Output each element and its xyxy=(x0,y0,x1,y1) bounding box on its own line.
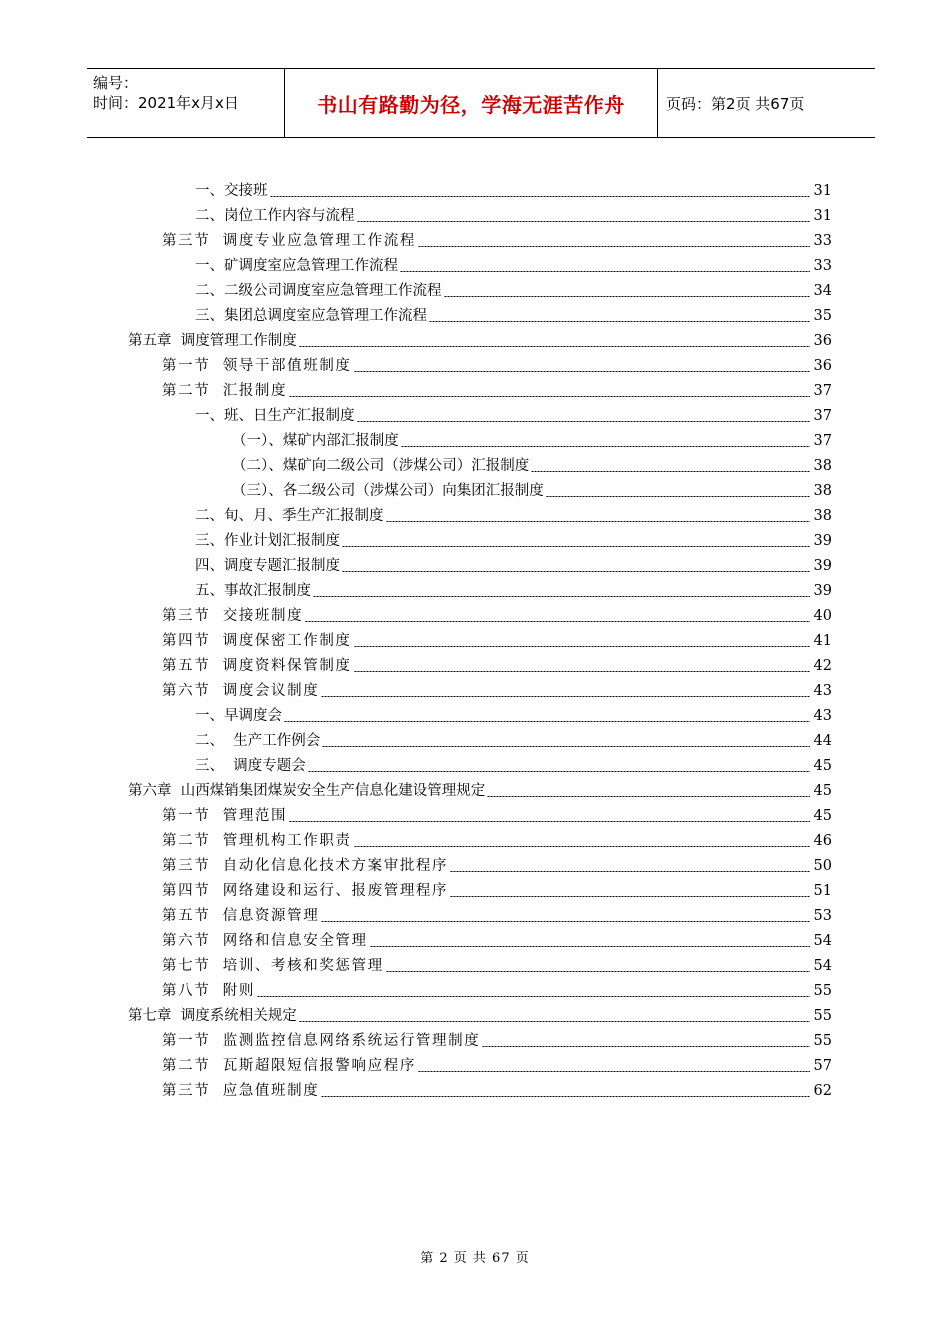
toc-entry-label: 第一节 管理范围 xyxy=(162,808,288,824)
header-time-label: 时间：2021年x月x日 xyxy=(93,94,239,112)
toc-dot-leader xyxy=(322,746,810,747)
toc-entry-page: 54 xyxy=(813,958,832,974)
toc-entry-page: 62 xyxy=(813,1083,832,1099)
toc-entry-page: 54 xyxy=(813,933,832,949)
toc-entry-page: 31 xyxy=(813,183,832,199)
toc-dot-leader xyxy=(450,871,810,872)
toc-entry-page: 43 xyxy=(813,683,832,699)
toc-entry-page: 36 xyxy=(813,333,832,349)
toc-entry-page: 40 xyxy=(813,608,832,624)
toc-dot-leader xyxy=(386,521,811,522)
toc-entry-label: 第七章 调度系统相关规定 xyxy=(128,1008,297,1024)
toc-entry[interactable] xyxy=(162,626,832,651)
toc-entry-label: 第二节 管理机构工作职责 xyxy=(162,833,352,849)
toc-entry[interactable] xyxy=(195,401,832,426)
toc-dot-leader xyxy=(444,296,811,297)
toc-entry-page: 43 xyxy=(813,708,832,724)
toc-entry-page: 45 xyxy=(813,758,832,774)
toc-dot-leader xyxy=(299,346,810,347)
toc-entry-page: 37 xyxy=(813,408,832,424)
toc-dot-leader xyxy=(357,221,811,222)
toc-entry[interactable] xyxy=(162,826,832,851)
toc-entry-label: 三、 调度专题会 xyxy=(195,758,306,774)
toc-dot-leader xyxy=(418,1071,810,1072)
toc-entry[interactable] xyxy=(162,601,832,626)
toc-entry-label: 二、 生产工作例会 xyxy=(195,733,321,749)
toc-entry-page: 57 xyxy=(813,1058,832,1074)
toc-entry-label: 一、班、日生产汇报制度 xyxy=(195,408,355,424)
toc-entry-page: 55 xyxy=(813,1008,832,1024)
toc-entry-label: 一、早调度会 xyxy=(195,708,282,724)
toc-entry-page: 39 xyxy=(813,583,832,599)
toc-entry-label: 第一节 监测监控信息网络系统运行管理制度 xyxy=(162,1033,481,1049)
toc-entry[interactable] xyxy=(195,301,832,326)
toc-entry-label: 第四节 调度保密工作制度 xyxy=(162,633,352,649)
toc-dot-leader xyxy=(257,996,810,997)
header-motto: 书山有路勤为径，学海无涯苦作舟 xyxy=(285,69,658,137)
page-footer: 第 2 页 共 67 页 xyxy=(420,1251,530,1266)
toc-entry[interactable] xyxy=(162,901,832,926)
toc-dot-leader xyxy=(305,621,810,622)
toc-entry[interactable] xyxy=(232,426,832,451)
toc-dot-leader xyxy=(429,321,810,322)
toc-entry[interactable] xyxy=(162,226,832,251)
toc-dot-leader xyxy=(284,721,810,722)
toc-entry[interactable] xyxy=(162,376,832,401)
toc-dot-leader xyxy=(299,1021,810,1022)
toc-entry[interactable] xyxy=(195,576,832,601)
toc-dot-leader xyxy=(289,821,810,822)
toc-entry-label: （二）、煤矿向二级公司（涉煤公司）汇报制度 xyxy=(232,458,530,474)
toc-entry[interactable] xyxy=(162,976,832,1001)
toc-entry-label: 一、交接班 xyxy=(195,183,268,199)
toc-entry[interactable] xyxy=(162,1051,832,1076)
toc-entry-label: 三、作业计划汇报制度 xyxy=(195,533,340,549)
header-number-label: 编号： xyxy=(93,74,139,92)
page-header xyxy=(87,68,875,138)
toc-dot-leader xyxy=(450,896,810,897)
toc-entry[interactable] xyxy=(162,951,832,976)
toc-entry[interactable] xyxy=(195,176,832,201)
toc-entry-page: 37 xyxy=(813,383,832,399)
header-meta xyxy=(87,69,285,137)
toc-entry[interactable] xyxy=(232,451,832,476)
toc-entry[interactable] xyxy=(162,651,832,676)
toc-entry-page: 33 xyxy=(813,258,832,274)
toc-dot-leader xyxy=(400,271,810,272)
toc-entry[interactable] xyxy=(128,776,832,801)
toc-entry[interactable] xyxy=(195,251,832,276)
toc-entry-label: 第五章 调度管理工作制度 xyxy=(128,333,297,349)
toc-dot-leader xyxy=(313,596,810,597)
toc-entry[interactable] xyxy=(195,201,832,226)
toc-entry-page: 46 xyxy=(813,833,832,849)
toc-entry[interactable] xyxy=(195,551,832,576)
toc-entry-label: 二、旬、月、季生产汇报制度 xyxy=(195,508,384,524)
toc-entry-label: 第三节 自动化信息化技术方案审批程序 xyxy=(162,858,449,874)
toc-entry-label: 第六章 山西煤销集团煤炭安全生产信息化建设管理规定 xyxy=(128,783,486,799)
toc-entry-page: 42 xyxy=(813,658,832,674)
toc-dot-leader xyxy=(321,696,810,697)
toc-entry-label: 第三节 调度专业应急管理工作流程 xyxy=(162,233,416,249)
toc-entry-label: 第五节 调度资料保管制度 xyxy=(162,658,352,674)
toc-dot-leader xyxy=(482,1046,810,1047)
toc-dot-leader xyxy=(418,246,810,247)
toc-entry-page: 38 xyxy=(813,508,832,524)
toc-entry[interactable] xyxy=(195,276,832,301)
toc-entry-label: （一）、煤矿内部汇报制度 xyxy=(232,433,399,449)
toc-entry-page: 38 xyxy=(813,483,832,499)
toc-entry-label: 第二节 汇报制度 xyxy=(162,383,288,399)
toc-entry-label: 四、调度专题汇报制度 xyxy=(195,558,340,574)
toc-dot-leader xyxy=(321,1096,810,1097)
toc-entry-label: 第三节 应急值班制度 xyxy=(162,1083,320,1099)
toc-entry[interactable] xyxy=(162,351,832,376)
toc-entry-page: 33 xyxy=(813,233,832,249)
toc-entry-page: 38 xyxy=(813,458,832,474)
toc-entry[interactable] xyxy=(162,851,832,876)
toc-dot-leader xyxy=(308,771,810,772)
toc-dot-leader xyxy=(321,921,810,922)
toc-dot-leader xyxy=(354,671,810,672)
toc-dot-leader xyxy=(386,971,810,972)
toc-entry-page: 51 xyxy=(813,883,832,899)
toc-entry-label: 第八节 附则 xyxy=(162,983,255,999)
toc-entry-label: 第五节 信息资源管理 xyxy=(162,908,320,924)
toc-entry-label: 第二节 瓦斯超限短信报警响应程序 xyxy=(162,1058,416,1074)
toc-entry[interactable] xyxy=(128,1001,832,1026)
header-page-info: 页码：第2页 共67页 xyxy=(666,94,805,113)
toc-dot-leader xyxy=(354,646,810,647)
toc-entry[interactable] xyxy=(162,676,832,701)
toc-entry-page: 31 xyxy=(813,208,832,224)
toc-entry[interactable] xyxy=(195,526,832,551)
toc-entry-page: 39 xyxy=(813,533,832,549)
toc-dot-leader xyxy=(546,496,810,497)
toc-dot-leader xyxy=(342,571,810,572)
toc-entry-page: 37 xyxy=(813,433,832,449)
toc-entry-page: 36 xyxy=(813,358,832,374)
toc-entry[interactable] xyxy=(162,1026,832,1051)
toc-entry-page: 50 xyxy=(813,858,832,874)
toc-dot-leader xyxy=(487,796,810,797)
toc-entry-label: （三）、各二级公司（涉煤公司）向集团汇报制度 xyxy=(232,483,544,499)
toc-entry-page: 55 xyxy=(813,1033,832,1049)
toc-entry-page: 39 xyxy=(813,558,832,574)
toc-entry[interactable] xyxy=(162,1076,832,1101)
toc-entry[interactable] xyxy=(195,726,832,751)
toc-dot-leader xyxy=(354,846,810,847)
toc-entry-page: 44 xyxy=(813,733,832,749)
toc-entry-page: 45 xyxy=(813,808,832,824)
toc-entry-page: 41 xyxy=(813,633,832,649)
toc-dot-leader xyxy=(370,946,810,947)
toc-entry-page: 45 xyxy=(813,783,832,799)
toc-entry[interactable] xyxy=(162,801,832,826)
toc-entry-label: 二、二级公司调度室应急管理工作流程 xyxy=(195,283,442,299)
toc-entry[interactable] xyxy=(162,926,832,951)
toc-entry-page: 53 xyxy=(813,908,832,924)
toc-dot-leader xyxy=(357,421,811,422)
toc-entry[interactable] xyxy=(128,326,832,351)
toc-entry[interactable] xyxy=(232,476,832,501)
toc-entry-label: 第六节 调度会议制度 xyxy=(162,683,320,699)
toc-entry[interactable] xyxy=(195,751,832,776)
toc-dot-leader xyxy=(401,446,810,447)
toc-entry[interactable] xyxy=(162,876,832,901)
toc-entry-label: 第四节 网络建设和运行、报废管理程序 xyxy=(162,883,449,899)
toc-entry-label: 五、事故汇报制度 xyxy=(195,583,311,599)
toc-dot-leader xyxy=(354,371,810,372)
toc-entry-label: 一、矿调度室应急管理工作流程 xyxy=(195,258,398,274)
toc-entry-label: 第三节 交接班制度 xyxy=(162,608,304,624)
toc-entry-label: 三、集团总调度室应急管理工作流程 xyxy=(195,308,427,324)
toc-entry-page: 55 xyxy=(813,983,832,999)
toc-entry-page: 35 xyxy=(813,308,832,324)
toc-entry-label: 第一节 领导干部值班制度 xyxy=(162,358,352,374)
toc-entry-label: 第六节 网络和信息安全管理 xyxy=(162,933,368,949)
toc-entry[interactable] xyxy=(195,501,832,526)
toc-dot-leader xyxy=(342,546,810,547)
toc-dot-leader xyxy=(289,396,810,397)
toc-dot-leader xyxy=(531,471,810,472)
toc-entry-label: 第七节 培训、考核和奖惩管理 xyxy=(162,958,384,974)
toc-entry[interactable] xyxy=(195,701,832,726)
toc-entry-label: 二、岗位工作内容与流程 xyxy=(195,208,355,224)
toc-entry-page: 34 xyxy=(813,283,832,299)
toc-dot-leader xyxy=(270,196,811,197)
